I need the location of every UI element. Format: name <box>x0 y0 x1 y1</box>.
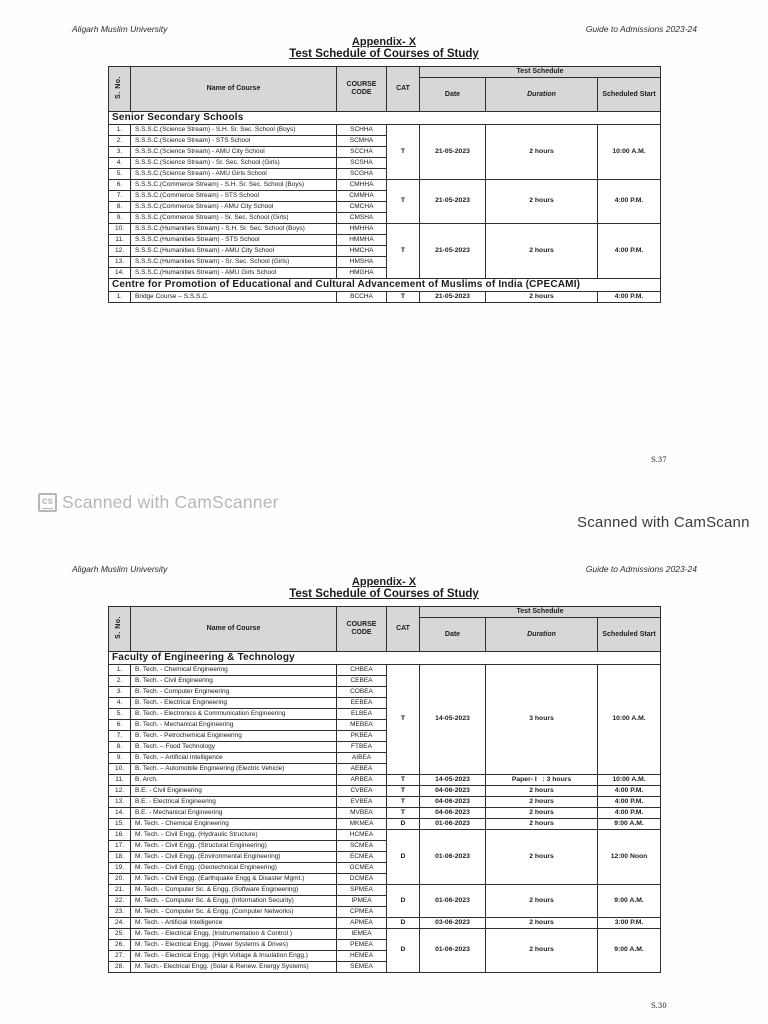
course-code-cell: SCCHA <box>337 147 387 158</box>
schedule-title: Test Schedule of Courses of Study <box>289 48 479 60</box>
serial-number-cell: 23. <box>109 907 131 918</box>
date-cell: 01-06-2023 <box>420 885 486 918</box>
course-code-cell: IEMEA <box>337 929 387 940</box>
col-header-course-code: COURSE CODE <box>337 607 387 652</box>
course-row <box>109 786 661 797</box>
cat-cell: D <box>387 885 420 918</box>
serial-number-cell: 6. <box>109 180 131 191</box>
course-code-cell: CEBEA <box>337 676 387 687</box>
serial-number-cell: 2. <box>109 676 131 687</box>
course-name-cell: M. Tech. - Civil Engg. (Earthquake Engg & Disaster Mgmt.) <box>131 874 337 885</box>
course-code-cell: SCHHA <box>337 125 387 136</box>
course-name-cell: M. Tech.- Electrical Engg. (Solar & Renew. Energy Systems) <box>131 962 337 973</box>
course-code-cell: HCMEA <box>337 830 387 841</box>
course-code-cell: COBEA <box>337 687 387 698</box>
guide-title: Guide to Admissions 2023-24 <box>585 24 697 34</box>
course-name-cell: M. Tech. - Electrical Engg. (High Voltage & Insulation Engg.) <box>131 951 337 962</box>
serial-number-cell: 5. <box>109 169 131 180</box>
course-code-cell: DCMEA <box>337 874 387 885</box>
camscanner-watermark-light <box>38 492 279 513</box>
start-time-cell: 4:00 P.M. <box>598 224 661 279</box>
start-time-cell: 10:00 A.M. <box>598 665 661 775</box>
course-name-cell: M. Tech. - Civil Engg. (Geotechnical Engineering) <box>131 863 337 874</box>
start-time-cell: 10:00 A.M. <box>598 125 661 180</box>
course-code-cell: CHBEA <box>337 665 387 676</box>
course-row <box>109 797 661 808</box>
course-code-cell: HMCHA <box>337 246 387 257</box>
course-row <box>109 180 661 191</box>
date-cell: 01-06-2023 <box>420 819 486 830</box>
serial-number-cell: 28. <box>109 962 131 973</box>
course-name-cell: B. Tech. - Electronics & Communication Engineering <box>131 709 337 720</box>
serial-number-cell: 27. <box>109 951 131 962</box>
course-code-cell: BCCHA <box>337 292 387 303</box>
course-name-cell: B. Tech. - Petrochemical Engineering <box>131 731 337 742</box>
course-code-cell: MEBEA <box>337 720 387 731</box>
col-header-sno: S. No. <box>109 607 131 652</box>
test-schedule-table-1 <box>108 66 661 303</box>
date-cell: 01-06-2023 <box>420 929 486 973</box>
section-title: Faculty of Engineering & Technology <box>109 652 661 665</box>
course-name-cell: B. Tech. - Chemical Engineering <box>131 665 337 676</box>
duration-cell: 2 hours <box>486 819 598 830</box>
course-name-cell: S.S.S.C.(Humanities Stream) - S.H. Sr. Sec. School (Boys) <box>131 224 337 235</box>
course-name-cell: S.S.S.C.(Science Stream) - AMU City School <box>131 147 337 158</box>
serial-number-cell: 24. <box>109 918 131 929</box>
course-name-cell: B. Tech. - Computer Engineering <box>131 687 337 698</box>
cat-cell: T <box>387 786 420 797</box>
serial-number-cell: 8. <box>109 202 131 213</box>
serial-number-cell: 14. <box>109 808 131 819</box>
page-1-header <box>72 24 697 35</box>
col-header-name: Name of Course <box>131 607 337 652</box>
duration-cell: 2 hours <box>486 808 598 819</box>
serial-number-cell: 9. <box>109 753 131 764</box>
section-row <box>109 652 661 665</box>
course-code-cell: HMHHA <box>337 224 387 235</box>
section-row <box>109 279 661 292</box>
date-cell: 04-06-2023 <box>420 797 486 808</box>
course-name-cell: B. Arch. <box>131 775 337 786</box>
course-code-cell: EVBEA <box>337 797 387 808</box>
col-header-course-code: COURSE CODE <box>337 67 387 112</box>
serial-number-cell: 5. <box>109 709 131 720</box>
course-code-cell: HMSHA <box>337 257 387 268</box>
course-name-cell: B.E. - Civil Engineering <box>131 786 337 797</box>
col-header-name: Name of Course <box>131 67 337 112</box>
course-name-cell: S.S.S.C.(Humanities Stream) - STS School <box>131 235 337 246</box>
duration-cell: 2 hours <box>486 830 598 885</box>
course-code-cell: SCSHA <box>337 158 387 169</box>
course-code-cell: IPMEA <box>337 896 387 907</box>
section-row <box>109 112 661 125</box>
serial-number-cell: 2. <box>109 136 131 147</box>
col-header-sno: S. No. <box>109 67 131 112</box>
course-code-cell: ELBEA <box>337 709 387 720</box>
duration-cell: 2 hours <box>486 885 598 918</box>
page-number-2: S.30 <box>651 1002 667 1010</box>
date-cell: 21-05-2023 <box>420 224 486 279</box>
start-time-cell: 4:00 P.M. <box>598 180 661 224</box>
serial-number-cell: 17. <box>109 841 131 852</box>
course-name-cell: B. Tech. - Civil Engineering <box>131 676 337 687</box>
course-code-cell: AEBEA <box>337 764 387 775</box>
serial-number-cell: 10. <box>109 224 131 235</box>
serial-number-cell: 22. <box>109 896 131 907</box>
serial-number-cell: 19. <box>109 863 131 874</box>
course-name-cell: B. Tech. - Mechanical Engineering <box>131 720 337 731</box>
duration-cell: Paper- I : 3 hours <box>486 775 598 786</box>
page-2-header <box>72 564 697 575</box>
date-cell: 04-06-2023 <box>420 786 486 797</box>
start-time-cell: 4:00 P.M. <box>598 292 661 303</box>
serial-number-cell: 11. <box>109 235 131 246</box>
cat-cell: T <box>387 224 420 279</box>
serial-number-cell: 1. <box>109 292 131 303</box>
col-header-date: Date <box>420 78 486 112</box>
cat-cell: D <box>387 918 420 929</box>
cat-cell: T <box>387 797 420 808</box>
camscanner-watermark-dark: Scanned with CamScann <box>577 514 750 531</box>
cat-cell: D <box>387 819 420 830</box>
serial-number-cell: 16. <box>109 830 131 841</box>
date-cell: 14-05-2023 <box>420 775 486 786</box>
course-name-cell: M. Tech. - Artificial Intelligence <box>131 918 337 929</box>
course-code-cell: APMEA <box>337 918 387 929</box>
course-row <box>109 125 661 136</box>
date-cell: 03-06-2023 <box>420 918 486 929</box>
page-2 <box>0 564 768 973</box>
duration-cell: 2 hours <box>486 292 598 303</box>
course-row <box>109 224 661 235</box>
course-code-cell: ARBEA <box>337 775 387 786</box>
col-header-test-schedule: Test Schedule <box>420 607 661 618</box>
course-name-cell: M. Tech. - Computer Sc. & Engg. (Information Security) <box>131 896 337 907</box>
course-name-cell: S.S.S.C.(Commerce Stream) - STS School <box>131 191 337 202</box>
course-name-cell: S.S.S.C.(Humanities Stream) - Sr. Sec. School (Girls) <box>131 257 337 268</box>
course-code-cell: EEBEA <box>337 698 387 709</box>
course-code-cell: SPMEA <box>337 885 387 896</box>
serial-number-cell: 14. <box>109 268 131 279</box>
appendix-title: Appendix- X <box>351 36 417 48</box>
course-code-cell: AIBEA <box>337 753 387 764</box>
serial-number-cell: 25. <box>109 929 131 940</box>
serial-number-cell: 6. <box>109 720 131 731</box>
course-code-cell: MVBEA <box>337 808 387 819</box>
course-name-cell: S.S.S.C.(Humanities Stream) - AMU City School <box>131 246 337 257</box>
appendix-title: Appendix- X <box>351 576 417 588</box>
cat-cell: T <box>387 292 420 303</box>
course-row <box>109 808 661 819</box>
cat-cell: D <box>387 830 420 885</box>
course-row <box>109 819 661 830</box>
course-name-cell: B.E. - Mechanical Engineering <box>131 808 337 819</box>
section-title: Centre for Promotion of Educational and Cultural Advancement of Muslims of India (CPECAMI) <box>109 279 661 292</box>
guide-title: Guide to Admissions 2023-24 <box>585 564 697 574</box>
university-name: Aligarh Muslim University <box>72 24 168 34</box>
date-cell: 21-05-2023 <box>420 180 486 224</box>
date-cell: 14-05-2023 <box>420 665 486 775</box>
course-row <box>109 665 661 676</box>
university-name: Aligarh Muslim University <box>72 564 168 574</box>
cat-cell: T <box>387 808 420 819</box>
start-time-cell: 3:00 P.M. <box>598 918 661 929</box>
serial-number-cell: 12. <box>109 246 131 257</box>
start-time-cell: 4:00 P.M. <box>598 808 661 819</box>
serial-number-cell: 3. <box>109 687 131 698</box>
serial-number-cell: 13. <box>109 257 131 268</box>
serial-number-cell: 26. <box>109 940 131 951</box>
start-time-cell: 4:00 P.M. <box>598 797 661 808</box>
course-name-cell: M. Tech. - Electrical Engg. (Instrumentation & Control ) <box>131 929 337 940</box>
course-code-cell: HMGHA <box>337 268 387 279</box>
course-row <box>109 918 661 929</box>
course-name-cell: B. Tech. – Food Technology <box>131 742 337 753</box>
serial-number-cell: 4. <box>109 158 131 169</box>
start-time-cell: 9:00 A.M. <box>598 929 661 973</box>
duration-cell: 2 hours <box>486 797 598 808</box>
course-name-cell: M. Tech. - Electrical Engg. (Power Systems & Drives) <box>131 940 337 951</box>
course-row <box>109 885 661 896</box>
col-header-cat: CAT <box>387 607 420 652</box>
section-title: Senior Secondary Schools <box>109 112 661 125</box>
page-number-1: S.37 <box>651 456 667 464</box>
start-time-cell: 10:00 A.M. <box>598 775 661 786</box>
serial-number-cell: 13. <box>109 797 131 808</box>
serial-number-cell: 9. <box>109 213 131 224</box>
course-name-cell: S.S.S.C.(Science Stream) - STS School <box>131 136 337 147</box>
course-name-cell: B. Tech. – Artificial Intelligence <box>131 753 337 764</box>
course-name-cell: S.S.S.C.(Science Stream) - S.H. Sr. Sec. School (Boys) <box>131 125 337 136</box>
course-row <box>109 292 661 303</box>
course-code-cell: CVBEA <box>337 786 387 797</box>
course-name-cell: M. Tech. - Civil Engg. (Structural Engineering) <box>131 841 337 852</box>
serial-number-cell: 3. <box>109 147 131 158</box>
serial-number-cell: 15. <box>109 819 131 830</box>
course-name-cell: M. Tech. - Computer Sc. & Engg. (Software Engineering) <box>131 885 337 896</box>
page-2-titles <box>0 576 768 601</box>
course-code-cell: CPMEA <box>337 907 387 918</box>
date-cell: 01-06-2023 <box>420 830 486 885</box>
duration-cell: 2 hours <box>486 929 598 973</box>
course-name-cell: M. Tech. - Computer Sc. & Engg. (Computer Networks) <box>131 907 337 918</box>
col-header-test-schedule: Test Schedule <box>420 67 661 78</box>
course-code-cell: SCGHA <box>337 169 387 180</box>
course-name-cell: M. Tech. - Civil Engg. (Environmental Engineering) <box>131 852 337 863</box>
camscanner-watermark-text: Scanned with CamScanner <box>62 492 279 512</box>
serial-number-cell: 7. <box>109 191 131 202</box>
serial-number-cell: 7. <box>109 731 131 742</box>
duration-cell: 3 hours <box>486 665 598 775</box>
duration-cell: 2 hours <box>486 786 598 797</box>
date-cell: 21-05-2023 <box>420 125 486 180</box>
course-code-cell: MKMEA <box>337 819 387 830</box>
start-time-cell: 9:00 A.M. <box>598 885 661 918</box>
course-name-cell: M. Tech. - Civil Engg. (Hydraulic Structure) <box>131 830 337 841</box>
page-1-titles <box>0 36 768 61</box>
start-time-cell: 9:00 A.M. <box>598 819 661 830</box>
course-name-cell: M. Tech. - Chemical Engineering <box>131 819 337 830</box>
course-name-cell: B. Tech. - Electrical Engineering <box>131 698 337 709</box>
course-code-cell: CMHHA <box>337 180 387 191</box>
cat-cell: T <box>387 775 420 786</box>
course-code-cell: PKBEA <box>337 731 387 742</box>
course-code-cell: FTBEA <box>337 742 387 753</box>
duration-cell: 2 hours <box>486 125 598 180</box>
course-code-cell: ECMEA <box>337 852 387 863</box>
serial-number-cell: 11. <box>109 775 131 786</box>
col-header-duration: Duration <box>486 78 598 112</box>
col-header-scheduled-start: Scheduled Start <box>598 78 661 112</box>
course-code-cell: SCMHA <box>337 136 387 147</box>
course-code-cell: CMCHA <box>337 202 387 213</box>
course-code-cell: HEMEA <box>337 951 387 962</box>
cat-cell: T <box>387 125 420 180</box>
col-header-scheduled-start: Scheduled Start <box>598 618 661 652</box>
course-row <box>109 830 661 841</box>
course-code-cell: GCMEA <box>337 863 387 874</box>
start-time-cell: 4:00 P.M. <box>598 786 661 797</box>
serial-number-cell: 1. <box>109 125 131 136</box>
col-header-duration: Duration <box>486 618 598 652</box>
course-code-cell: SEMEA <box>337 962 387 973</box>
col-header-date: Date <box>420 618 486 652</box>
page-1 <box>0 24 768 303</box>
course-code-cell: CMSHA <box>337 213 387 224</box>
serial-number-cell: 10. <box>109 764 131 775</box>
course-name-cell: B.E. - Electrical Engineering <box>131 797 337 808</box>
cat-cell: T <box>387 665 420 775</box>
camscanner-icon: cs <box>38 493 57 512</box>
serial-number-cell: 20. <box>109 874 131 885</box>
schedule-title: Test Schedule of Courses of Study <box>289 588 479 600</box>
duration-cell: 2 hours <box>486 918 598 929</box>
cat-cell: D <box>387 929 420 973</box>
test-schedule-table-2 <box>108 606 661 973</box>
course-row <box>109 775 661 786</box>
serial-number-cell: 21. <box>109 885 131 896</box>
serial-number-cell: 12. <box>109 786 131 797</box>
serial-number-cell: 4. <box>109 698 131 709</box>
course-name-cell: S.S.S.C.(Commerce Stream) - Sr. Sec. School (Girls) <box>131 213 337 224</box>
course-row <box>109 929 661 940</box>
duration-cell: 2 hours <box>486 224 598 279</box>
course-name-cell: B. Tech. – Automobile Engineering (Electric Vehicle) <box>131 764 337 775</box>
course-code-cell: PEMEA <box>337 940 387 951</box>
duration-cell: 2 hours <box>486 180 598 224</box>
start-time-cell: 12:00 Noon <box>598 830 661 885</box>
course-name-cell: S.S.S.C.(Commerce Stream) - AMU City School <box>131 202 337 213</box>
course-name-cell: S.S.S.C.(Humanities Stream) - AMU Girls School <box>131 268 337 279</box>
course-code-cell: CMMHA <box>337 191 387 202</box>
date-cell: 21-05-2023 <box>420 292 486 303</box>
course-code-cell: HMMHA <box>337 235 387 246</box>
course-name-cell: S.S.S.C.(Science Stream) - AMU Girls School <box>131 169 337 180</box>
course-name-cell: Bridge Course – S.S.S.C. <box>131 292 337 303</box>
date-cell: 04-06-2023 <box>420 808 486 819</box>
serial-number-cell: 18. <box>109 852 131 863</box>
col-header-cat: CAT <box>387 67 420 112</box>
course-name-cell: S.S.S.C.(Commerce Stream) - S.H. Sr. Sec. School (Boys) <box>131 180 337 191</box>
serial-number-cell: 1. <box>109 665 131 676</box>
cat-cell: T <box>387 180 420 224</box>
course-code-cell: SCMEA <box>337 841 387 852</box>
serial-number-cell: 8. <box>109 742 131 753</box>
course-name-cell: S.S.S.C.(Science Stream) - Sr. Sec. School (Girls) <box>131 158 337 169</box>
